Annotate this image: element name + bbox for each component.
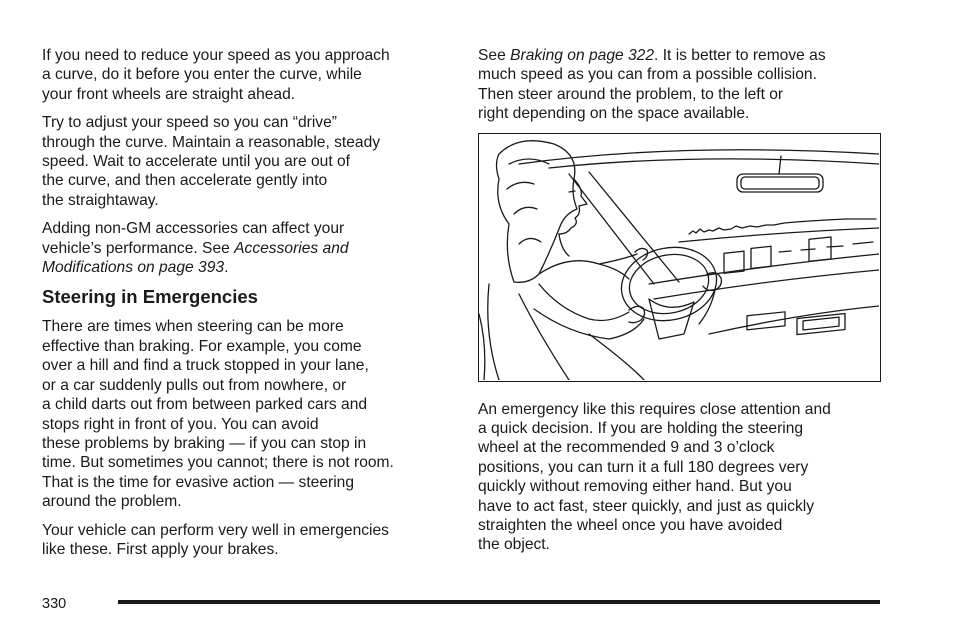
steering-wheel	[615, 238, 724, 328]
rearview-mirror-glass	[741, 177, 819, 189]
driver-torso	[519, 294, 569, 380]
steering-wheel-inner	[624, 247, 714, 320]
accessories-text: Adding non-GM accessories can affect your vehicle’s performance. See	[42, 220, 345, 257]
lane-dash	[827, 246, 843, 247]
braking-text-rest: . It is better to remove as much speed as you can from a possible collision. Then steer around the problem, to the left or right depending on the space available.	[478, 47, 826, 123]
left-column	[42, 46, 452, 568]
right-column	[478, 46, 888, 564]
climate-panel-inner	[803, 317, 839, 330]
seat-back	[488, 284, 499, 380]
accessories-reference: Accessories and Modifications on page 393	[42, 239, 349, 277]
driver-arm-near	[539, 284, 629, 320]
dash-vent	[751, 246, 771, 268]
driver-hair-strand	[507, 182, 534, 189]
windshield-inner	[549, 158, 879, 167]
braking-reference: Braking on page 322	[510, 47, 655, 64]
driver-neck	[559, 234, 569, 256]
driver-hair-strand	[514, 207, 537, 214]
driver-torso-line	[589, 334, 644, 380]
lane-dash	[779, 251, 791, 252]
mirror-mount	[779, 156, 781, 174]
braking-reference-paragraph	[478, 46, 888, 124]
dashboard-edge	[654, 270, 879, 299]
steering-hub	[649, 299, 694, 339]
driver-shoulder	[539, 260, 629, 278]
seat-edge	[479, 314, 485, 380]
accessories-period: .	[224, 259, 229, 277]
lane-dash	[801, 249, 815, 250]
drive-through-curve-paragraph: Try to adjust your speed so you can “drive” through the curve. Maintain a reasonable, steady speed. Wait to accelerate until you are out of the curve, and then accelerate gently into the straightaway.	[42, 114, 381, 209]
footer-rule	[118, 600, 880, 604]
dashboard-top	[649, 254, 879, 284]
radio-panel	[747, 311, 785, 329]
driver-arm-far	[599, 254, 637, 264]
braking-text: See	[478, 47, 511, 64]
driver-steering-illustration	[479, 134, 879, 380]
driver-eye	[569, 191, 575, 192]
dashboard-lower	[709, 306, 879, 334]
horizon-trees	[689, 219, 876, 234]
driver-illustration	[478, 133, 881, 382]
driver-hair-strand	[519, 238, 541, 244]
accessories-paragraph	[42, 219, 452, 277]
apply-brakes-paragraph: Your vehicle can perform very well in emergencies like these. First apply your brakes.	[42, 521, 389, 558]
page-number: 330	[42, 596, 67, 612]
lane-dash	[853, 242, 873, 244]
steering-vs-braking-paragraph: There are times when steering can be more effective than braking. For example, you come over a hill and find a truck stopped in your lane, or a car suddenly pulls out from nowhere, or a child darts out from between parked cars and stops right in front of you. You can avoid these problems by braking — if you can stop in time. But sometimes you cannot; there is not room. That is the time for evasive action — steering around the problem.	[42, 318, 394, 511]
emergency-attention-paragraph: An emergency like this requires close attention and a quick decision. If you are holding the steering wheel at the recommended 9 and 3 o’clock positions, you can turn it a full 180 degrees very quickly without removing either hand. But you have to act fast, steer quickly, and just as quickly straighten the wheel once you have avoided the object.	[478, 400, 831, 554]
curve-speed-paragraph: If you need to reduce your speed as you approach a curve, do it before you enter the curve, while your front wheels are straight ahead.	[42, 47, 390, 103]
section-heading: Steering in Emergencies	[42, 286, 258, 308]
